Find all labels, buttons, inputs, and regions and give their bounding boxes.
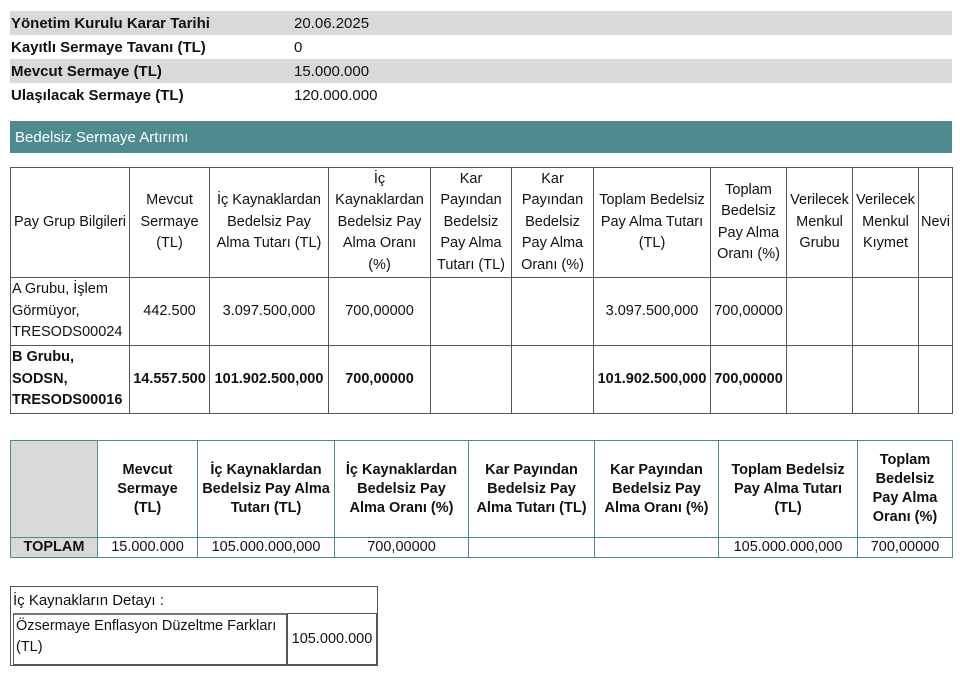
info-label: Mevcut Sermaye (TL)	[11, 62, 162, 80]
info-label: Yönetim Kurulu Karar Tarihi	[11, 14, 210, 32]
detail-label: Özsermaye Enflasyon Düzeltme Farkları (TL)	[13, 613, 287, 665]
info-row-target-capital	[10, 83, 952, 107]
column-header: İç Kaynaklardan Bedelsiz Pay Alma Oranı (%)	[335, 441, 469, 538]
totals-row	[11, 538, 953, 558]
table-cell: 700,00000	[329, 278, 431, 346]
info-value: 120.000.000	[294, 86, 378, 104]
column-header: Toplam Bedelsiz Pay Alma Tutarı (TL)	[719, 441, 858, 538]
table-cell: 700,00000	[329, 346, 431, 414]
decision-info	[10, 11, 952, 107]
column-header: Pay Grup Bilgileri	[11, 168, 130, 278]
table-cell: 14.557.500	[130, 346, 210, 414]
column-header: Kar Payından Bedelsiz Pay Alma Oranı (%)	[512, 168, 594, 278]
info-row-current-capital	[10, 59, 952, 83]
info-value: 0	[294, 38, 303, 56]
table-cell	[595, 538, 719, 558]
table-cell: 15.000.000	[98, 538, 198, 558]
column-header: Kar Payından Bedelsiz Pay Alma Tutarı (TL)	[469, 441, 595, 538]
table-cell	[919, 346, 953, 414]
table-cell	[431, 278, 512, 346]
info-label: Kayıtlı Sermaye Tavanı (TL)	[11, 38, 206, 56]
info-row-decision-date	[10, 11, 952, 35]
internal-resources-detail	[10, 586, 378, 666]
column-header: Mevcut Sermaye (TL)	[130, 168, 210, 278]
table-cell: 700,00000	[335, 538, 469, 558]
column-header: Toplam Bedelsiz Pay Alma Tutarı (TL)	[594, 168, 711, 278]
table-row	[11, 278, 953, 346]
info-row-registered-capital-ceiling	[10, 35, 952, 59]
column-header	[11, 441, 98, 538]
info-label: Ulaşılacak Sermaye (TL)	[11, 86, 184, 104]
table-cell	[787, 346, 853, 414]
totals-table	[10, 440, 953, 558]
section-header: Bedelsiz Sermaye Artırımı	[10, 121, 952, 153]
info-value: 15.000.000	[294, 62, 370, 80]
table-row	[11, 346, 953, 414]
column-header: Toplam Bedelsiz Pay Alma Oranı (%)	[858, 441, 953, 538]
column-header: Kar Payından Bedelsiz Pay Alma Tutarı (TL)	[431, 168, 512, 278]
table-cell: B Grubu, SODSN, TRESODS00016	[11, 346, 130, 414]
table-cell	[787, 278, 853, 346]
table-cell	[431, 346, 512, 414]
table-cell	[853, 278, 919, 346]
table-cell: 105.000.000,000	[198, 538, 335, 558]
info-value: 20.06.2025	[294, 14, 370, 32]
table-cell	[853, 346, 919, 414]
table-cell: 101.902.500,000	[594, 346, 711, 414]
column-header: İç Kaynaklardan Bedelsiz Pay Alma Tutarı (TL)	[198, 441, 335, 538]
table-cell	[512, 346, 594, 414]
detail-value: 105.000.000	[287, 613, 377, 665]
column-header: Nevi	[919, 168, 953, 278]
totals-label: TOPLAM	[11, 538, 98, 558]
table-cell	[512, 278, 594, 346]
table-header-row	[11, 168, 953, 278]
detail-row	[11, 613, 377, 665]
column-header: Verilecek Menkul Grubu	[787, 168, 853, 278]
column-header: Mevcut Sermaye (TL)	[98, 441, 198, 538]
table-cell: 700,00000	[711, 278, 787, 346]
table-cell: 101.902.500,000	[210, 346, 329, 414]
share-group-table	[10, 167, 953, 414]
table-cell: 105.000.000,000	[719, 538, 858, 558]
table-cell: 3.097.500,000	[210, 278, 329, 346]
column-header: İç Kaynaklardan Bedelsiz Pay Alma Tutarı (TL)	[210, 168, 329, 278]
column-header: Verilecek Menkul Kıymet	[853, 168, 919, 278]
table-cell: 3.097.500,000	[594, 278, 711, 346]
column-header: Kar Payından Bedelsiz Pay Alma Oranı (%)	[595, 441, 719, 538]
table-cell	[919, 278, 953, 346]
column-header: İç Kaynaklardan Bedelsiz Pay Alma Oranı (%)	[329, 168, 431, 278]
column-header: Toplam Bedelsiz Pay Alma Oranı (%)	[711, 168, 787, 278]
table-cell	[469, 538, 595, 558]
table-cell: 442.500	[130, 278, 210, 346]
table-header-row	[11, 441, 953, 538]
table-cell: A Grubu, İşlem Görmüyor, TRESODS00024	[11, 278, 130, 346]
table-cell: 700,00000	[858, 538, 953, 558]
table-cell: 700,00000	[711, 346, 787, 414]
detail-title: İç Kaynakların Detayı :	[13, 591, 164, 609]
